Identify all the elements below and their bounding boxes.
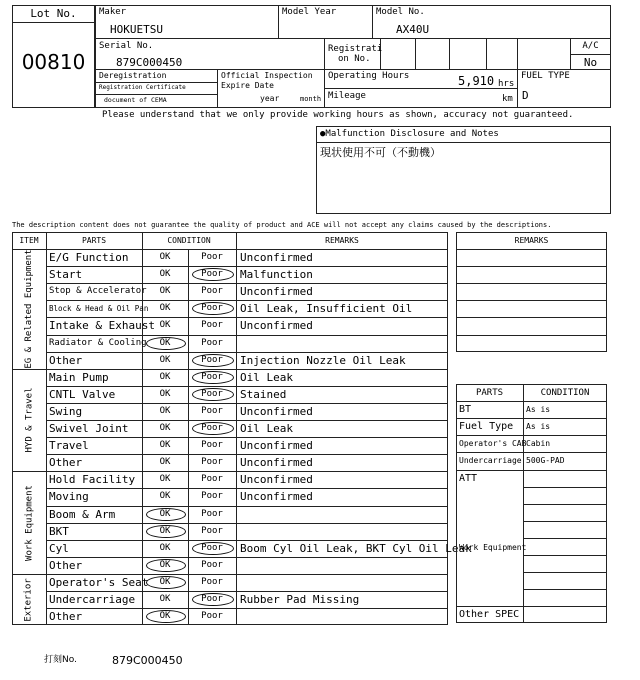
inspection-label: Official Inspection xyxy=(221,71,313,80)
stamp-value: 879C000450 xyxy=(112,654,183,667)
poor-option[interactable]: Poor xyxy=(201,303,223,314)
group-label: HYD & Travel xyxy=(24,387,34,453)
part-name: Main Pump xyxy=(49,370,109,384)
disclaimer: The description content does not guarantee the quality of product and ACE will not accept any claims caused by the descriptions. xyxy=(12,221,552,229)
remark-text: Oil Leak xyxy=(240,370,293,384)
maker-label: Maker xyxy=(99,7,127,17)
ac-label: A/C xyxy=(582,41,599,51)
poor-option[interactable]: Poor xyxy=(201,457,223,468)
maker-value: HOKUETSU xyxy=(110,23,163,36)
deregistration-label: Deregistration xyxy=(99,71,167,80)
header-remarks: REMARKS xyxy=(325,236,359,245)
ok-option[interactable]: OK xyxy=(159,611,171,622)
part-name: Travel xyxy=(49,439,89,453)
remark-text: Oil Leak, Insufficient Oil xyxy=(240,302,413,316)
poor-option[interactable]: Poor xyxy=(201,354,223,365)
cema-label: document of CEMA xyxy=(104,96,167,104)
remark-text: Unconfirmed xyxy=(240,473,313,487)
ok-option[interactable]: OK xyxy=(159,576,171,587)
ac-value: No xyxy=(583,56,598,69)
fuel-type-value: As is xyxy=(526,422,551,432)
ok-selected-circle xyxy=(146,610,186,623)
att-label: ATT xyxy=(459,472,478,484)
part-name: BKT xyxy=(49,524,69,538)
poor-option[interactable]: Poor xyxy=(201,611,223,622)
remark-text: Injection Nozzle Oil Leak xyxy=(240,353,406,367)
part-name: Other xyxy=(49,610,83,624)
undercarriage-label: Undercarriage xyxy=(459,456,522,466)
undercarriage-value: 500G-PAD xyxy=(526,456,565,466)
operator-cab-value: Cabin xyxy=(526,439,551,449)
right-parts-header: PARTS xyxy=(475,388,504,398)
part-name: Other xyxy=(49,353,83,367)
registration-cert-label: Registration Certificate xyxy=(99,84,186,91)
poor-selected-circle xyxy=(192,593,234,606)
group-label: Work Equipment xyxy=(24,484,34,561)
remark-text: Oil Leak xyxy=(240,422,293,435)
ok-option[interactable]: OK xyxy=(159,337,171,348)
poor-selected-circle xyxy=(192,422,234,435)
ok-option[interactable]: OK xyxy=(159,440,171,451)
poor-option[interactable]: Poor xyxy=(201,491,223,502)
model-no-label: Model No. xyxy=(376,7,425,17)
other-spec-label: Other SPEC xyxy=(459,609,520,621)
operating-hours-label: Operating Hours xyxy=(328,71,410,81)
ok-option[interactable]: OK xyxy=(159,525,171,536)
km-label: km xyxy=(502,94,513,104)
ok-option[interactable]: OK xyxy=(159,269,171,280)
stamp-label: 打刻No. xyxy=(44,655,77,665)
fuel-type-value: D xyxy=(522,89,529,102)
poor-option[interactable]: Poor xyxy=(201,594,223,604)
part-name: Operator's Seat xyxy=(49,575,149,589)
remark-text: Unconfirmed xyxy=(240,456,313,470)
part-name: Block & Head & Oil Pan xyxy=(49,304,149,314)
ok-selected-circle xyxy=(146,508,186,521)
group-label: Exterior xyxy=(23,577,34,622)
ok-option[interactable]: OK xyxy=(159,405,171,416)
hours-notice: Please understand that we only provide working hours as shown, accuracy not guaranteed. xyxy=(102,110,574,120)
remark-text: Malfunction xyxy=(240,268,313,282)
remark-text: Unconfirmed xyxy=(240,490,313,504)
remark-text: Unconfirmed xyxy=(240,404,313,418)
work-equipment-label: Work Equipment xyxy=(459,542,527,552)
ok-option[interactable]: OK xyxy=(159,457,171,468)
ok-selected-circle xyxy=(146,576,186,589)
part-name: Swivel Joint xyxy=(49,422,129,435)
poor-option[interactable]: Poor xyxy=(201,440,223,451)
poor-option[interactable]: Poor xyxy=(201,525,223,536)
header-parts: PARTS xyxy=(81,236,107,245)
ok-option[interactable]: OK xyxy=(159,491,171,502)
header-condition: CONDITION xyxy=(167,236,211,245)
mileage-label: Mileage xyxy=(328,91,366,101)
lot-no-label: Lot No. xyxy=(30,7,77,20)
remark-text: Unconfirmed xyxy=(240,439,313,453)
ok-option[interactable]: OK xyxy=(159,594,171,604)
right-remarks-header: REMARKS xyxy=(514,236,549,245)
ok-option[interactable]: OK xyxy=(159,559,171,570)
remark-text: Rubber Pad Missing xyxy=(240,593,360,606)
ok-selected-circle xyxy=(146,337,186,350)
inspection-label-2: Expire Date xyxy=(221,81,274,90)
part-name: Undercarriage xyxy=(49,593,136,606)
operating-hours-value: 5,910 xyxy=(458,74,495,88)
malfunction-title: ●Malfunction Disclosure and Notes xyxy=(320,129,499,139)
part-name: Hold Facility xyxy=(49,473,136,487)
serial-no-value: 879C000450 xyxy=(116,56,183,69)
header-item: ITEM xyxy=(19,236,39,245)
part-name: Stop & Accelerator xyxy=(49,286,147,297)
poor-option[interactable]: Poor xyxy=(201,542,223,553)
bt-value: As is xyxy=(526,405,551,415)
serial-no-label: Serial No. xyxy=(99,41,154,51)
poor-option[interactable]: Poor xyxy=(201,252,223,262)
part-name: Swing xyxy=(49,404,83,418)
ok-option[interactable]: OK xyxy=(159,320,171,331)
poor-option[interactable]: Poor xyxy=(201,286,223,297)
part-name: Moving xyxy=(49,490,89,504)
remark-text: Stained xyxy=(240,387,287,401)
part-name: Intake & Exhaust xyxy=(49,319,155,333)
poor-option[interactable]: Poor xyxy=(201,423,223,433)
poor-option[interactable]: Poor xyxy=(201,508,223,519)
lot-number: 00810 xyxy=(21,50,86,74)
part-name: Radiator & Cooling xyxy=(49,337,147,348)
poor-selected-circle xyxy=(192,388,234,401)
ok-option[interactable]: OK xyxy=(159,286,171,297)
ok-option[interactable]: OK xyxy=(159,388,171,399)
ok-selected-circle xyxy=(146,525,186,538)
ok-option[interactable]: OK xyxy=(159,371,171,382)
poor-option[interactable]: Poor xyxy=(201,371,223,382)
poor-option[interactable]: Poor xyxy=(201,320,223,331)
poor-option[interactable]: Poor xyxy=(201,337,223,348)
part-name: Cyl xyxy=(49,541,69,555)
part-name: Other xyxy=(49,558,83,572)
poor-option[interactable]: Poor xyxy=(201,576,223,587)
poor-option[interactable]: Poor xyxy=(201,474,223,485)
poor-selected-circle xyxy=(192,268,234,281)
poor-selected-circle xyxy=(192,542,234,555)
ok-selected-circle xyxy=(146,559,186,572)
remark-text: Unconfirmed xyxy=(240,251,313,264)
fuel-type-label: FUEL TYPE xyxy=(521,71,570,81)
ok-option[interactable]: OK xyxy=(159,303,171,314)
ok-option[interactable]: OK xyxy=(159,354,171,365)
part-name: E/G Function xyxy=(49,251,129,264)
fuel-type-label: Fuel Type xyxy=(459,421,514,433)
hrs-label: hrs xyxy=(498,79,515,89)
ok-option[interactable]: OK xyxy=(159,474,171,485)
part-name: CNTL Valve xyxy=(49,387,116,401)
operator-cab-label: Operator's CAB xyxy=(459,439,527,449)
registration-label: Registrati xyxy=(328,44,383,54)
ok-option[interactable]: OK xyxy=(159,542,171,553)
right-condition-header: CONDITION xyxy=(540,388,590,398)
month-label: month xyxy=(300,95,322,103)
poor-option[interactable]: Poor xyxy=(201,559,223,570)
bt-label: BT xyxy=(459,404,472,416)
remark-text: Boom Cyl Oil Leak, BKT Cyl Oil Leak xyxy=(240,541,472,555)
remark-text: Unconfirmed xyxy=(240,285,313,299)
model-no-value: AX40U xyxy=(396,23,430,36)
ok-option[interactable]: OK xyxy=(159,508,171,519)
poor-option[interactable]: Poor xyxy=(201,405,223,416)
part-name: Boom & Arm xyxy=(49,507,116,521)
malfunction-box xyxy=(316,126,611,214)
remark-text: Unconfirmed xyxy=(240,319,313,333)
group-label: EG & Related Equipment xyxy=(24,249,34,369)
poor-selected-circle xyxy=(192,371,234,384)
part-name: Other xyxy=(49,456,83,470)
poor-selected-circle xyxy=(192,354,234,367)
ok-option[interactable]: OK xyxy=(159,423,171,433)
registration-label-2: on No. xyxy=(338,54,371,64)
part-name: Start xyxy=(49,268,83,282)
ok-option[interactable]: OK xyxy=(159,252,171,262)
year-label: year xyxy=(260,94,280,103)
poor-option[interactable]: Poor xyxy=(201,388,223,399)
malfunction-text: 現状使用不可（不動機） xyxy=(320,146,441,159)
model-year-label: Model Year xyxy=(282,7,337,17)
poor-option[interactable]: Poor xyxy=(201,269,223,280)
